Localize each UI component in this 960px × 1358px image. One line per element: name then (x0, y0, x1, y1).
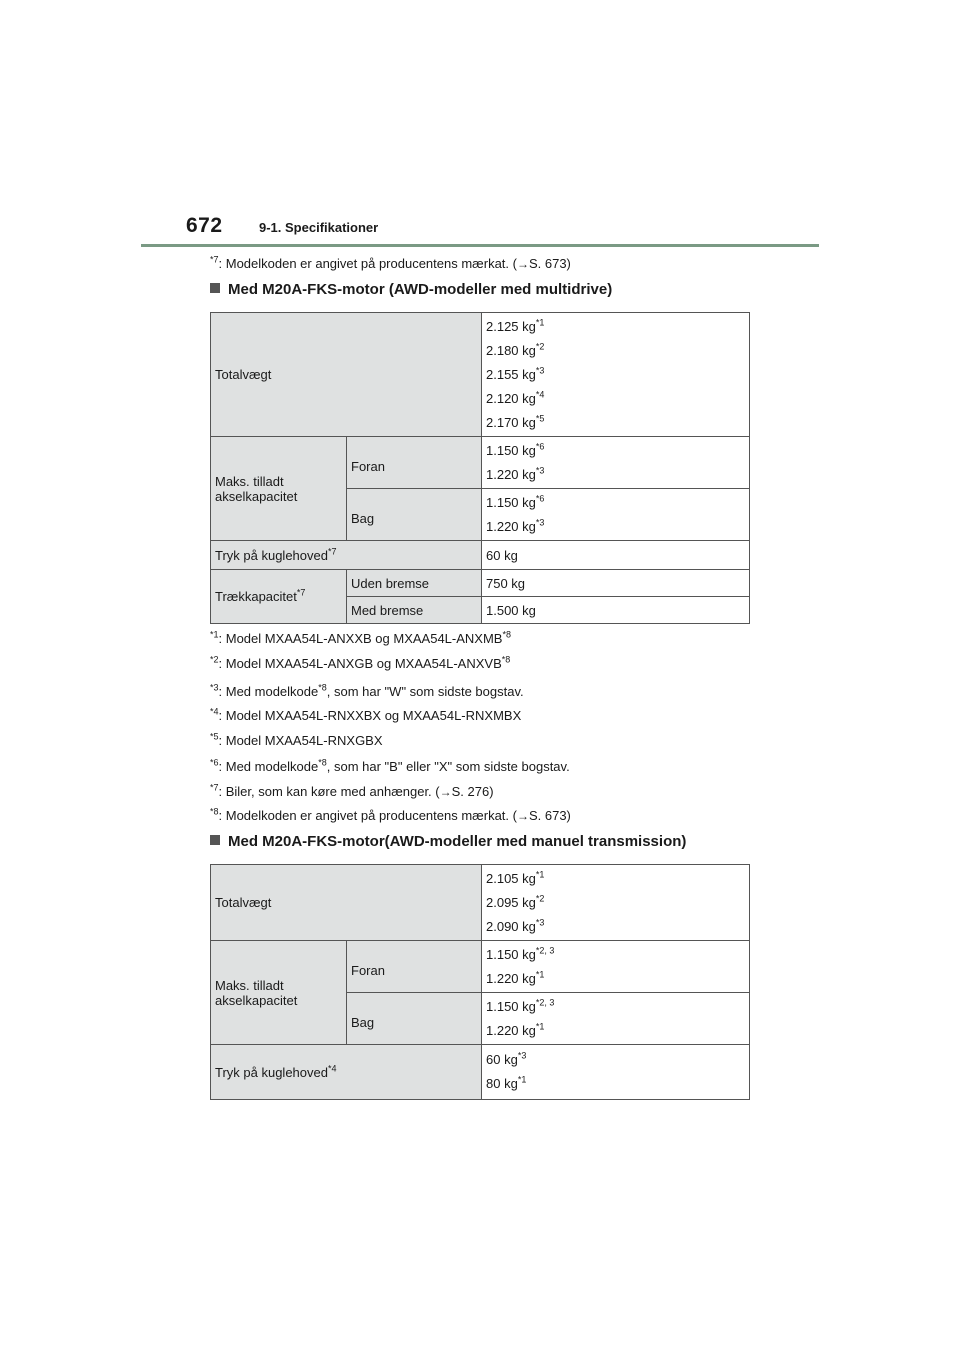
total-weight-label: Totalvægt (211, 865, 482, 941)
arrow-right-icon: → (439, 785, 452, 799)
front-label: Foran (347, 941, 482, 993)
arrow-right-icon: → (516, 257, 529, 271)
section-heading-multidrive: Med M20A-FKS-motor (AWD-modeller med multidrive) (210, 281, 612, 298)
front-values: 1.150 $kg^{*6}$ 1.220 $kg^{*3}$ (482, 437, 750, 489)
header-divider (141, 244, 819, 247)
front-values: 1.150 kg$^{*2, 3}$ 1.220 $kg^{*1}$ (482, 941, 750, 993)
table-row (211, 1045, 750, 1100)
ball-pressure-values: 60 $kg^{*3}$ 80 $kg^{*1}$ (482, 1045, 750, 1100)
axle-capacity-label: Maks. tilladt akselkapacitet (211, 941, 347, 1045)
footnote: $^{*8}$: Modelkoden er angivet på producentens mærkat. (→S. 673) (210, 806, 571, 823)
square-bullet-icon (210, 835, 220, 845)
spec-table-manual (210, 864, 750, 1100)
table-row (211, 313, 750, 437)
front-label: Foran (347, 437, 482, 489)
section-heading-manual: Med M20A-FKS-motor(AWD-modeller med manuel transmission) (210, 833, 686, 850)
spec-table-multidrive (210, 312, 750, 624)
braked-label: Med bremse (347, 597, 482, 624)
ball-pressure-label: Tryk på kuglehoved$^{*4}$ (211, 1045, 482, 1100)
rear-label: Bag (347, 489, 482, 541)
footnote: $^{*7}$: Biler, som kan køre med anhænger. (→S. 276) (210, 782, 494, 799)
rear-values: 1.150 kg$^{*2, 3}$ 1.220 $kg^{*1}$ (482, 993, 750, 1045)
table-row (211, 570, 750, 597)
table-row (211, 541, 750, 570)
towing-capacity-label: Trækkapacitet$^{*7}$ (211, 570, 347, 624)
table-row (211, 865, 750, 941)
footnote: $^{*6}$: Med modelkode$^{*8}$, som har "B" eller "X" som sidste bogstav. (210, 757, 570, 774)
top-footnote: $^{*7}$: Modelkoden er angivet på producentens mærkat. (→S. 673) (210, 254, 571, 271)
ball-pressure-label: Tryk på kuglehoved$^{*7}$ (211, 541, 482, 570)
section-header: 9-1. Specifikationer (259, 220, 379, 235)
axle-capacity-label: Maks. tilladt akselkapacitet (211, 437, 347, 541)
unbraked-label: Uden bremse (347, 570, 482, 597)
footnote: $^{*2}$: Model MXAA54L-ANXGB og MXAA54L-ANXVB$^{*8}$ (210, 654, 511, 671)
total-weight-label: Totalvægt (211, 313, 482, 437)
table-row (211, 941, 750, 993)
rear-label: Bag (347, 993, 482, 1045)
total-weight-values: 2.125 $kg^{*1}$ 2.180 $kg^{*2}$ 2.155 $kg^{*3}$ 2.120 $kg^{*4}$ 2.170 $kg^{*5}$ (482, 313, 750, 437)
unbraked-value: 750 kg (482, 570, 750, 597)
arrow-right-icon: → (516, 809, 529, 823)
table-row (211, 437, 750, 489)
footnote: $^{*3}$: Med modelkode$^{*8}$, som har "W" som sidste bogstav. (210, 682, 524, 699)
footnote: $^{*5}$: Model MXAA54L-RNXGBX (210, 731, 383, 748)
ball-pressure-value: 60 kg (482, 541, 750, 570)
braked-value: 1.500 kg (482, 597, 750, 624)
rear-values: 1.150 $kg^{*6}$ 1.220 $kg^{*3}$ (482, 489, 750, 541)
square-bullet-icon (210, 283, 220, 293)
footnote: $^{*4}$: Model MXAA54L-RNXXBX og MXAA54L-RNXMBX (210, 706, 522, 723)
page-number: 672 (186, 214, 223, 237)
total-weight-values: 2.105 $kg^{*1}$ 2.095 $kg^{*2}$ 2.090 $kg^{*3}$ (482, 865, 750, 941)
footnote: $^{*1}$: Model MXAA54L-ANXXB og MXAA54L-ANXMB$^{*8}$ (210, 629, 511, 646)
